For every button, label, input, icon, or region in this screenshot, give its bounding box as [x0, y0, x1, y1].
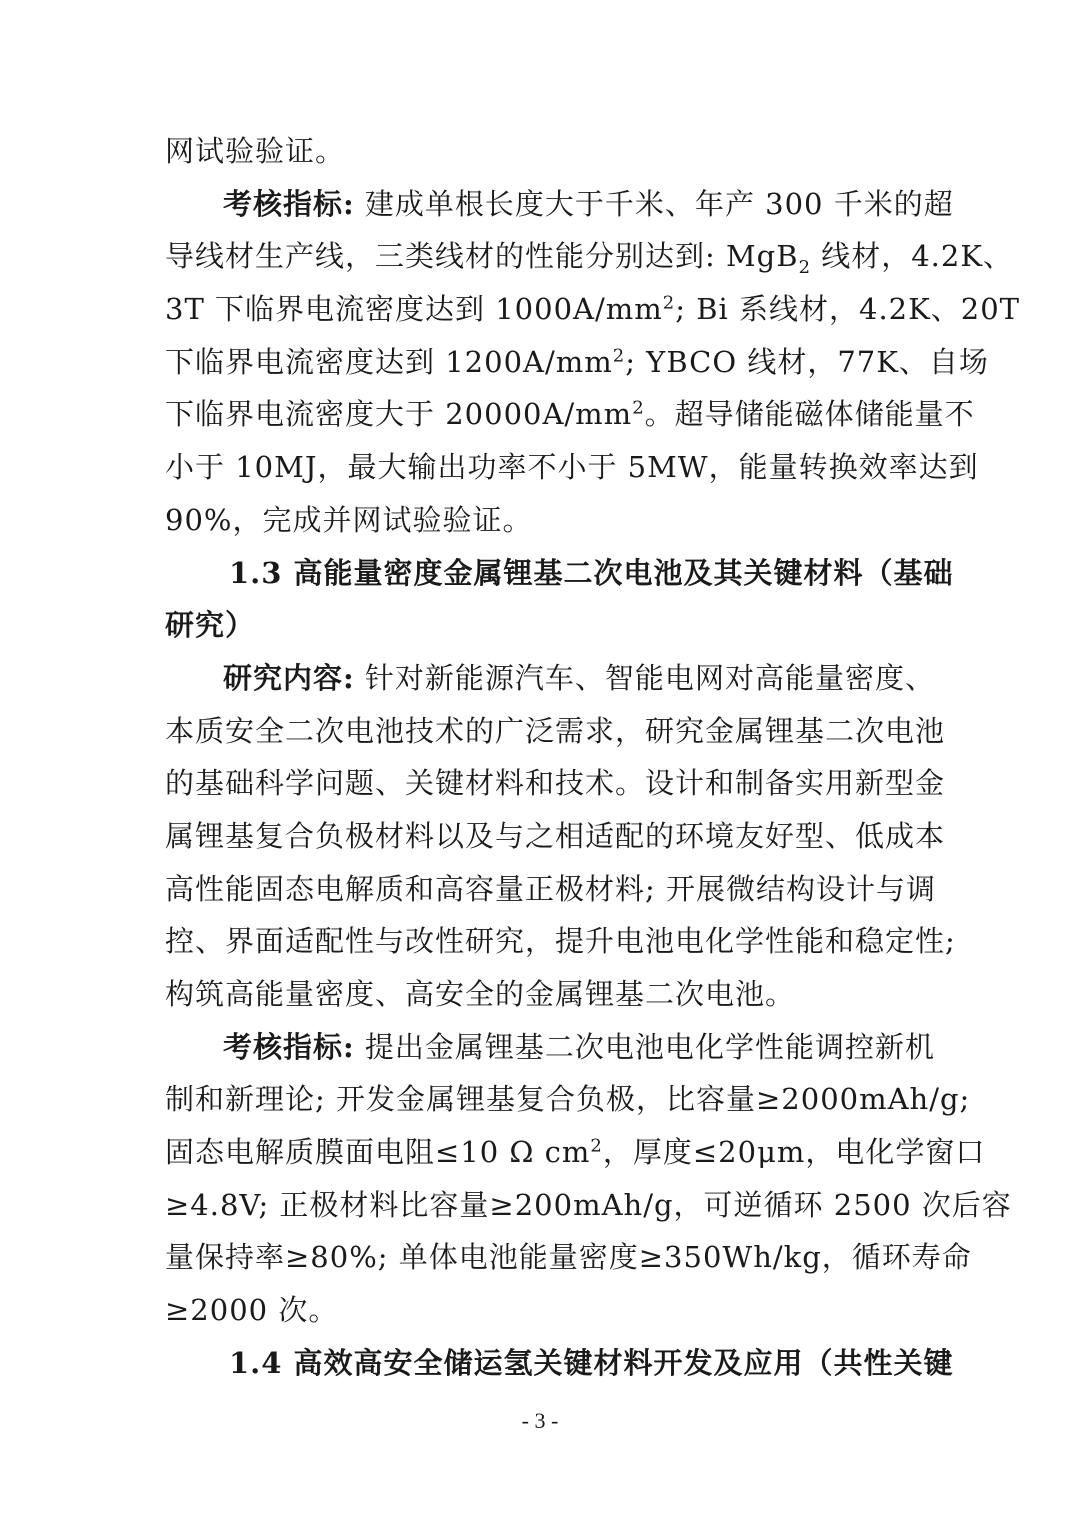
paragraph-line	[165, 230, 1014, 283]
text-run: 固态电解质膜面电阻≤10 Ω cm	[165, 1135, 591, 1170]
text-run: 针对新能源汽车、智能电网对高能量密度、	[354, 660, 935, 695]
text-run: 导线材生产线，三类线材的性能分别达到: MgB	[165, 239, 799, 274]
paragraph-line: ≥4.8V; 正极材料比容量≥200mAh/g，可逆循环 2500 次后容	[165, 1187, 1012, 1222]
paragraph-line: 90%，完成并网试验验证。	[165, 502, 533, 537]
text-run: 3T 下临界电流密度达到 1000A/mm	[165, 292, 663, 327]
assessment-line	[165, 1021, 935, 1074]
text-run: 建成单根长度大于千米、年产 300 千米的超	[354, 186, 954, 221]
research-content-line	[165, 652, 935, 705]
paragraph-line: 制和新理论; 开发金属锂基复合负极，比容量≥2000mAh/g;	[165, 1082, 971, 1117]
text-run: ，厚度≤20μm，电化学窗口	[602, 1135, 986, 1170]
assessment-label: 考核指标:	[223, 1029, 355, 1064]
superscript: 2	[632, 397, 645, 419]
assessment-line	[165, 178, 954, 231]
superscript: 2	[662, 292, 676, 314]
page-number: - 3 -	[521, 1408, 559, 1433]
text-run: ; Bi 系线材，4.2K、20T	[675, 292, 1021, 327]
paragraph-line: 高性能固态电解质和高容量正极材料; 开展微结构设计与调	[165, 871, 936, 906]
document-body	[165, 125, 1021, 1390]
paragraph-line: 的基础科学问题、关键材料和技术。设计和制备实用新型金	[165, 766, 946, 801]
paragraph-line: 本质安全二次电池技术的广泛需求，研究金属锂基二次电池	[165, 713, 946, 748]
paragraph-line: 构筑高能量密度、高安全的金属锂基二次电池。	[165, 977, 796, 1011]
section-heading-continued: 研究）	[165, 608, 256, 643]
research-content-label: 研究内容:	[223, 660, 355, 695]
paragraph-line	[165, 1126, 986, 1179]
paragraph-line: 属锂基复合负极材料以及与之相适配的环境友好型、低成本	[165, 818, 946, 853]
superscript: 2	[590, 1135, 603, 1157]
paragraph-line: ≥2000 次。	[165, 1293, 339, 1328]
paragraph-line: 量保持率≥80%; 单体电池能量密度≥350Wh/kg，循环寿命	[165, 1240, 972, 1275]
text-run: 下临界电流密度大于 20000A/mm	[165, 397, 633, 432]
paragraph-line: 控、界面适配性与改性研究，提升电池电化学性能和稳定性;	[165, 924, 956, 959]
paragraph-line	[165, 388, 975, 441]
paragraph-line: 网试验验证。	[165, 134, 346, 168]
subscript: 2	[798, 257, 812, 279]
superscript: 2	[612, 345, 626, 367]
text-run: 下临界电流密度达到 1200A/mm	[165, 344, 613, 379]
section-heading: 1.3 高能量密度金属锂基二次电池及其关键材料（基础	[229, 555, 954, 590]
paragraph-line	[165, 336, 989, 389]
section-heading: 1.4 高效高安全储运氢关键材料开发及应用（共性关键	[229, 1345, 954, 1380]
paragraph-line	[165, 283, 1021, 336]
paragraph-line: 小于 10MJ，最大输出功率不小于 5MW，能量转换效率达到	[165, 450, 979, 485]
text-run: 。超导储能磁体储能量不	[644, 397, 975, 432]
text-run: 提出金属锂基二次电池电化学性能调控新机	[354, 1029, 935, 1064]
text-run: ; YBCO 线材，77K、自场	[625, 344, 989, 379]
text-run: 线材，4.2K、	[811, 239, 1014, 274]
assessment-label: 考核指标:	[223, 186, 355, 221]
